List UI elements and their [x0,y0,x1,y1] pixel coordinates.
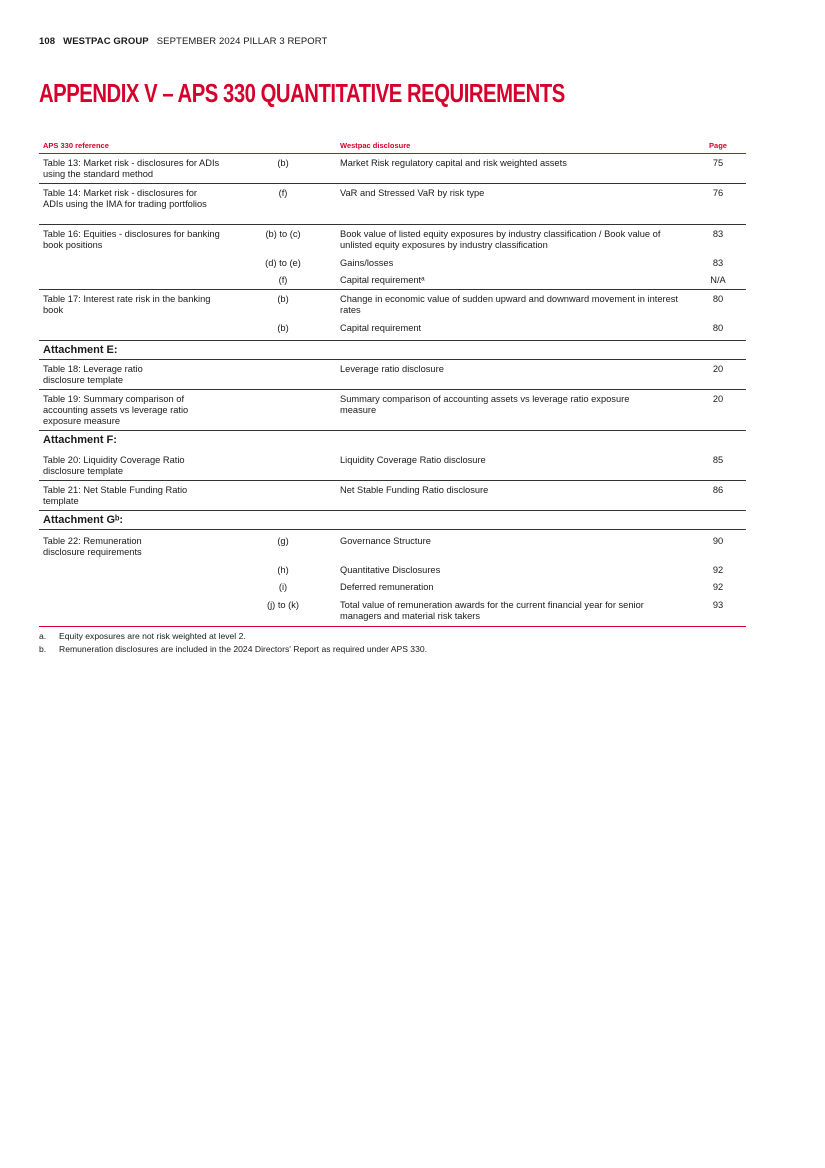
cell-page: 90 [712,536,724,546]
cell-page: 86 [712,485,724,495]
cell-ref: Table 13: Market risk - disclosures for ADIs using the standard method [43,158,220,179]
cell-section: (i) [278,582,288,592]
cell-ref: Table 14: Market risk - disclosures for ADIs using the IMA for trading portfolios [43,188,207,209]
cell-page: 20 [712,394,724,404]
footnotes [39,630,427,655]
cell-section: (f) [278,188,288,198]
cell-ref: Table 16: Equities - disclosures for banking book positions [43,229,220,250]
cell-disclosure: Net Stable Funding Ratio disclosure [340,485,489,495]
table-group [39,390,746,431]
report-name: SEPTEMBER 2024 PILLAR 3 REPORT [156,36,328,47]
footnote-text: Remuneration disclosures are included in the 2024 Directors' Report as required under APS 330. [59,643,428,654]
table-group [39,530,746,627]
cell-section: (b) to (c) [265,229,301,239]
table-group [39,360,746,390]
cell-disclosure: Capital requirementᵃ [340,275,425,285]
cell-page: 92 [712,582,724,592]
cell-disclosure: Book value of listed equity exposures by industry classification / Book value of unlisted equity exposures by industry classification [340,229,661,250]
cell-disclosure: Market Risk regulatory capital and risk weighted assets [340,158,567,168]
cell-disclosure: Leverage ratio disclosure [340,364,444,374]
cell-page: 80 [712,323,724,333]
footnote-label: b. [39,643,47,654]
footnote-label: a. [39,631,47,641]
cell-disclosure: Governance Structure [340,536,431,546]
cell-section: (f) [278,275,288,285]
cell-section: (h) [277,565,289,575]
cell-page: 75 [712,158,724,168]
cell-disclosure: Gains/losses [340,258,394,268]
cell-page: 85 [712,455,724,465]
header-page: Page [709,141,727,150]
cell-disclosure: Summary comparison of accounting assets vs leverage ratio exposure measure [340,394,630,415]
cell-disclosure: Capital requirement [340,323,422,333]
brand-name: WESTPAC GROUP [63,36,149,47]
cell-ref: Table 18: Leverage ratio disclosure template [43,364,143,385]
cell-disclosure: VaR and Stressed VaR by risk type [340,188,485,198]
header-ref: APS 330 reference [43,141,109,150]
table-group [39,225,746,290]
cell-disclosure: Liquidity Coverage Ratio disclosure [340,455,486,465]
cell-disclosure: Deferred remuneration [340,582,434,592]
page-title: APPENDIX V – APS 330 QUANTITATIVE REQUIREMENTS [39,78,565,108]
footnote-b [39,643,427,656]
attachment-e-heading: Attachment E: [39,341,746,360]
cell-disclosure: Quantitative Disclosures [340,565,441,575]
cell-section: (b) [277,158,289,168]
table-group [39,184,746,225]
attachment-f-heading: Attachment F: [43,434,117,446]
footnote-a [39,630,427,643]
cell-disclosure: Change in economic value of sudden upward and downward movement in interest rates [340,294,678,315]
cell-section: (j) to (k) [266,600,300,610]
table-group [39,154,746,184]
attachment-g-heading: Attachment Gᵇ: [39,511,746,530]
cell-ref: Table 20: Liquidity Coverage Ratio disclosure template [43,455,185,476]
cell-section: (d) to (e) [265,258,301,268]
cell-page: 92 [712,565,724,575]
requirements-table [39,137,746,627]
cell-section: (g) [277,536,289,546]
cell-page: N/A [710,275,726,285]
cell-disclosure: Total value of remuneration awards for the current financial year for senior managers and material risk takers [340,600,644,621]
cell-page: 83 [712,258,724,268]
cell-page: 80 [712,294,724,304]
cell-page: 76 [712,188,724,198]
footnote-text: Equity exposures are not risk weighted at level 2. [59,631,246,641]
cell-page: 20 [712,364,724,374]
table-group [39,481,746,511]
table-header [39,137,746,154]
table-group [39,290,746,341]
cell-ref: Table 22: Remuneration disclosure requirements [43,536,142,557]
cell-section: (b) [277,294,289,304]
cell-section: (b) [277,323,289,333]
page-header [39,36,327,47]
page-number: 108 [39,36,56,47]
cell-ref: Table 19: Summary comparison of accounting assets vs leverage ratio exposure measure [43,394,189,426]
cell-page: 93 [712,600,724,610]
cell-page: 83 [712,229,724,239]
header-disclosure: Westpac disclosure [340,141,411,150]
table-group [39,449,746,481]
cell-ref: Table 21: Net Stable Funding Ratio template [43,485,188,506]
cell-ref: Table 17: Interest rate risk in the banking book [43,294,211,315]
